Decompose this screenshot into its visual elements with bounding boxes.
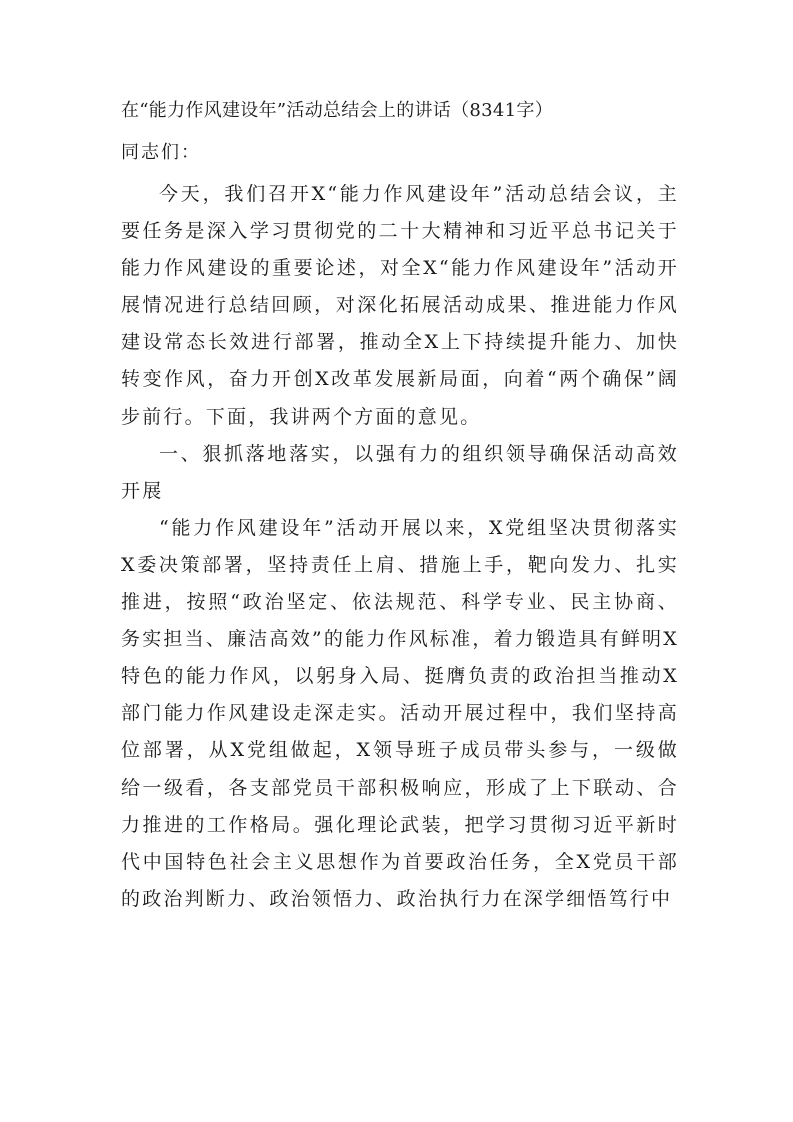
salutation: 同志们：: [121, 142, 201, 163]
document-body: [121, 176, 679, 918]
section-heading-1: 一、狠抓落地落实，以强有力的组织领导确保活动高效开展: [121, 442, 679, 502]
paragraph-section-1: “能力作风建设年”活动开展以来，X党组坚决贯彻落实X委决策部署，坚持责任上肩、措施上手，靶向发力、扎实推进，按照“政治坚定、依法规范、科学专业、民主协商、务实担当、廉洁高效”的能力作风标准，着力锻造具有鲜明X特色的能力作风，以躬身入局、挺膺负责的政治担当推动X部门能力作风建设走深走实。活动开展过程中，我们坚持高位部署，从X党组做起，X领导班子成员带头参与，一级做给一级看，各支部党员干部积极响应，形成了上下联动、合力推进的工作格局。强化理论武装，把学习贯彻习近平新时代中国特色社会主义思想作为首要政治任务，全X党员干部的政治判断力、政治领悟力、政治执行力在深学细悟笃行中: [121, 516, 679, 910]
paragraph-intro: 今天，我们召开X“能力作风建设年”活动总结会议，主要任务是深入学习贯彻党的二十大精神和习近平总书记关于能力作风建设的重要论述，对全X“能力作风建设年”活动开展情况进行总结回顾，对深化拓展活动成果、推进能力作风建设常态长效进行部署，推动全X上下持续提升能力、加快转变作风，奋力开创X改革发展新局面，向着“两个确保”阔步前行。下面，我讲两个方面的意见。: [121, 183, 679, 428]
document-title: 在“能力作风建设年”活动总结会上的讲话（8341字）: [121, 100, 554, 121]
